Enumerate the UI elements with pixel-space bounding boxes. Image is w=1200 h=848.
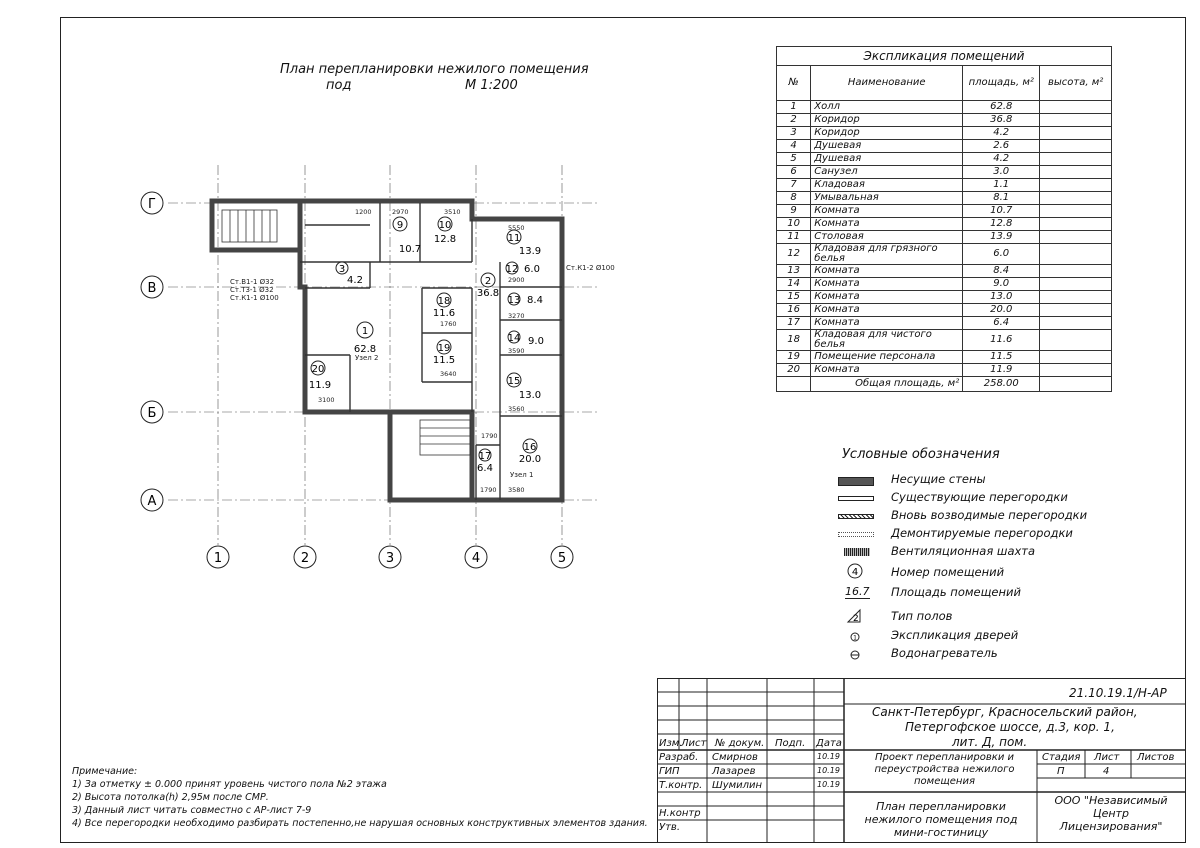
room-area: 10.7 bbox=[398, 244, 422, 255]
node-label: Узел 2 bbox=[355, 354, 379, 362]
room-number: 3 bbox=[777, 127, 811, 140]
room-name: Комната bbox=[811, 317, 963, 330]
room-area: 62.8 bbox=[353, 344, 377, 355]
room-number: 20 bbox=[777, 364, 811, 377]
legend-item: Существующие перегородки bbox=[838, 490, 1138, 508]
legend-item: Вентиляционная шахта bbox=[838, 544, 1138, 562]
col-header: Дата bbox=[816, 738, 842, 749]
dim: 1790 bbox=[480, 486, 497, 494]
room-name: Комната bbox=[811, 218, 963, 231]
room-height bbox=[1040, 317, 1112, 330]
area-symbol: 16.7 bbox=[845, 585, 870, 598]
room-number: 17 bbox=[478, 451, 492, 462]
room-name: Комната bbox=[811, 278, 963, 291]
explication-row bbox=[777, 179, 1112, 192]
svg-text:4: 4 bbox=[851, 567, 859, 578]
room-number-symbol bbox=[838, 563, 872, 579]
room-area: 20.0 bbox=[518, 454, 542, 465]
room-area: 4.2 bbox=[963, 153, 1040, 166]
legend-item: Водонагреватель bbox=[838, 646, 1138, 664]
room-number: 18 bbox=[777, 330, 811, 351]
room-number: 15 bbox=[777, 291, 811, 304]
pipe-label: Ст.К1-1 Ø100 bbox=[230, 294, 279, 302]
room-number: 14 bbox=[507, 333, 521, 344]
room-number: 19 bbox=[437, 343, 451, 354]
room-height bbox=[1040, 304, 1112, 317]
explication-caption: Экспликация помещений bbox=[777, 47, 1112, 66]
demolished-partition-swatch bbox=[838, 532, 874, 537]
room-area: 11.5 bbox=[963, 351, 1040, 364]
room-area: 13.9 bbox=[963, 231, 1040, 244]
svg-text:1: 1 bbox=[853, 634, 857, 642]
plan-scale: М 1:200 bbox=[465, 78, 518, 93]
room-name: Комната bbox=[811, 304, 963, 317]
axis-label: 5 bbox=[557, 551, 567, 566]
room-name: Столовая bbox=[811, 231, 963, 244]
staff-date: 10.19 bbox=[817, 752, 840, 761]
room-height bbox=[1040, 127, 1112, 140]
room-name: Коридор bbox=[811, 127, 963, 140]
staff-name: Шумилин bbox=[712, 780, 763, 791]
explication-row bbox=[777, 114, 1112, 127]
note-item: 3) Данный лист читать совместно с АР-лист 7-9 bbox=[72, 805, 312, 816]
room-area: 8.1 bbox=[963, 192, 1040, 205]
staff-date: 10.19 bbox=[817, 780, 840, 789]
title-block bbox=[657, 678, 1186, 843]
new-partition-swatch bbox=[838, 514, 874, 519]
room-height bbox=[1040, 244, 1112, 265]
room-height bbox=[1040, 140, 1112, 153]
room-name: Коридор bbox=[811, 114, 963, 127]
col-header: Изм. bbox=[659, 738, 683, 749]
floor-type-symbol bbox=[838, 608, 872, 624]
dim: 1790 bbox=[481, 432, 498, 440]
room-height bbox=[1040, 265, 1112, 278]
staff-role: Н.контр bbox=[659, 808, 701, 819]
sheets-header: Листов bbox=[1137, 752, 1175, 763]
axis-label: 1 bbox=[213, 551, 223, 566]
legend-item: Несущие стены bbox=[838, 472, 1138, 490]
room-area: 2.6 bbox=[963, 140, 1040, 153]
svg-text:2: 2 bbox=[853, 614, 859, 624]
dim: 5550 bbox=[508, 224, 525, 232]
sheet-header: Лист bbox=[1094, 752, 1120, 763]
node-label: Узел 1 bbox=[510, 471, 534, 479]
room-number: 3 bbox=[338, 264, 346, 275]
explication-row bbox=[777, 351, 1112, 364]
room-number: 13 bbox=[507, 295, 521, 306]
col-header: Лист bbox=[681, 738, 707, 749]
pipe-label: Ст.Т3-1 Ø32 bbox=[230, 286, 274, 294]
room-height bbox=[1040, 291, 1112, 304]
explication-row bbox=[777, 166, 1112, 179]
explication-row bbox=[777, 291, 1112, 304]
staff-role: Утв. bbox=[659, 822, 680, 833]
legend-item: 16.7 Площадь помещений bbox=[845, 585, 1021, 599]
room-area: 20.0 bbox=[963, 304, 1040, 317]
room-number: 17 bbox=[777, 317, 811, 330]
room-area: 12.8 bbox=[963, 218, 1040, 231]
axis-label: Г bbox=[148, 197, 156, 212]
pipe-label: Ст.К1-2 Ø100 bbox=[566, 264, 615, 272]
room-area: 3.0 bbox=[963, 166, 1040, 179]
room-name: Душевая bbox=[811, 140, 963, 153]
room-area: 13.0 bbox=[518, 390, 542, 401]
room-area: 11.9 bbox=[963, 364, 1040, 377]
room-name: Холл bbox=[811, 101, 963, 114]
drawing-title: План перепланировки нежилого помещения под мини-гостиницу bbox=[864, 800, 1018, 839]
axis-letter-markers bbox=[141, 192, 163, 511]
room-area: 36.8 bbox=[476, 288, 500, 299]
note-item: 1) За отметку ± 0.000 принят уровень чистого пола №2 этажа bbox=[72, 779, 387, 790]
col-header: Наименование bbox=[811, 66, 963, 101]
room-name: Кладовая для грязного белья bbox=[811, 244, 963, 265]
dim: 3270 bbox=[508, 312, 525, 320]
notes-title: Примечание: bbox=[72, 766, 138, 777]
address-line: Петергофское шоссе, д.3, кор. 1, bbox=[905, 720, 1115, 734]
room-number: 11 bbox=[777, 231, 811, 244]
room-number: 10 bbox=[777, 218, 811, 231]
room-area: 6.0 bbox=[524, 264, 540, 275]
staff-role: ГИП bbox=[659, 766, 680, 777]
room-area: 9.0 bbox=[528, 336, 544, 347]
plan-subtitle: под bbox=[326, 78, 352, 93]
axis-number-markers bbox=[207, 546, 573, 568]
explication-row bbox=[777, 153, 1112, 166]
explication-body bbox=[777, 101, 1112, 377]
axis-label: Б bbox=[147, 406, 157, 421]
col-header: № докум. bbox=[715, 738, 765, 749]
door-symbol bbox=[838, 630, 872, 644]
room-area: 11.6 bbox=[963, 330, 1040, 351]
water-heater-icon bbox=[838, 648, 872, 662]
room-area: 4.2 bbox=[347, 275, 363, 286]
total-label: Общая площадь, м² bbox=[811, 377, 963, 392]
room-area: 12.8 bbox=[433, 234, 457, 245]
staff-date: 10.19 bbox=[817, 766, 840, 775]
axis-label: 2 bbox=[300, 551, 310, 566]
address-line: лит. Д, пом. bbox=[952, 735, 1028, 749]
room-area: 13.9 bbox=[518, 246, 542, 257]
legend-title: Условные обозначения bbox=[842, 447, 1000, 462]
room-height bbox=[1040, 364, 1112, 377]
room-name: Душевая bbox=[811, 153, 963, 166]
dim: 3590 bbox=[508, 347, 525, 355]
room-area: 8.4 bbox=[963, 265, 1040, 278]
staff-name: Смирнов bbox=[712, 752, 758, 763]
room-number: 13 bbox=[777, 265, 811, 278]
room-number: 12 bbox=[505, 264, 519, 275]
dim: 3510 bbox=[444, 208, 461, 216]
room-number: 8 bbox=[777, 192, 811, 205]
room-number: 7 bbox=[777, 179, 811, 192]
room-name: Помещение персонала bbox=[811, 351, 963, 364]
total-value: 258.00 bbox=[963, 377, 1040, 392]
room-area: 11.9 bbox=[308, 380, 332, 391]
room-height bbox=[1040, 114, 1112, 127]
room-area: 8.4 bbox=[527, 295, 543, 306]
total-row bbox=[777, 377, 1112, 392]
col-header: высота, м² bbox=[1040, 66, 1112, 101]
room-number: 12 bbox=[777, 244, 811, 265]
room-height bbox=[1040, 101, 1112, 114]
room-height bbox=[1040, 351, 1112, 364]
sheet-value: 4 bbox=[1103, 766, 1110, 777]
room-area: 1.1 bbox=[963, 179, 1040, 192]
room-area: 4.2 bbox=[963, 127, 1040, 140]
col-header: Подп. bbox=[775, 738, 806, 749]
room-number: 16 bbox=[523, 442, 537, 453]
pipe-label: Ст.В1-1 Ø32 bbox=[230, 278, 275, 286]
drawing-code: 21.10.19.1/Н-АР bbox=[1069, 686, 1167, 700]
room-name: Кладовая для чистого белья bbox=[811, 330, 963, 351]
room-number: 11 bbox=[507, 233, 521, 244]
explication-row bbox=[777, 278, 1112, 291]
dim: 1200 bbox=[355, 208, 372, 216]
dim: 3640 bbox=[440, 370, 457, 378]
staff-role: Т.контр. bbox=[659, 780, 703, 791]
explication-row bbox=[777, 101, 1112, 114]
room-height bbox=[1040, 153, 1112, 166]
legend-item: 2 Тип полов bbox=[838, 606, 1138, 628]
room-area: 6.4 bbox=[963, 317, 1040, 330]
explication-row bbox=[777, 265, 1112, 278]
explication-row bbox=[777, 218, 1112, 231]
legend-item: Демонтируемые перегородки bbox=[838, 526, 1138, 544]
col-header: площадь, м² bbox=[963, 66, 1040, 101]
address-line: Санкт-Петербург, Красносельский район, bbox=[872, 705, 1138, 719]
company-name: ООО "Независимый Центр Лицензирования" bbox=[1054, 794, 1168, 833]
note-item: 2) Высота потолка(h) 2,95м после СМР. bbox=[72, 792, 269, 803]
explication-row bbox=[777, 304, 1112, 317]
existing-partition-swatch bbox=[838, 496, 874, 501]
room-area: 6.0 bbox=[963, 244, 1040, 265]
room-area: 6.4 bbox=[477, 463, 493, 474]
explication-row bbox=[777, 192, 1112, 205]
explication-row bbox=[777, 205, 1112, 218]
legend bbox=[838, 472, 1138, 664]
legend-item: Вновь возводимые перегородки bbox=[838, 508, 1138, 526]
load-bearing-wall-swatch bbox=[838, 477, 874, 486]
room-number: 5 bbox=[777, 153, 811, 166]
room-number: 10 bbox=[438, 220, 452, 231]
room-area: 13.0 bbox=[963, 291, 1040, 304]
axis-label: А bbox=[147, 494, 157, 509]
staff-name: Лазарев bbox=[712, 766, 756, 777]
room-area: 10.7 bbox=[963, 205, 1040, 218]
dim: 1760 bbox=[440, 320, 457, 328]
explication-row bbox=[777, 231, 1112, 244]
room-height bbox=[1040, 192, 1112, 205]
ventilation-shaft-swatch bbox=[844, 548, 870, 556]
room-area: 36.8 bbox=[963, 114, 1040, 127]
dim: 3100 bbox=[318, 396, 335, 404]
room-area: 9.0 bbox=[963, 278, 1040, 291]
dim: 3560 bbox=[508, 405, 525, 413]
staff-role: Разраб. bbox=[659, 752, 699, 763]
explication-row bbox=[777, 317, 1112, 330]
axis-label: В bbox=[147, 281, 157, 296]
room-name: Санузел bbox=[811, 166, 963, 179]
legend-item: 1 Экспликация дверей bbox=[838, 628, 1138, 646]
room-name: Умывальная bbox=[811, 192, 963, 205]
room-number: 18 bbox=[437, 296, 451, 307]
room-name: Комната bbox=[811, 265, 963, 278]
room-number: 9 bbox=[777, 205, 811, 218]
stage-value: П bbox=[1057, 766, 1065, 777]
dim: 2970 bbox=[392, 208, 409, 216]
dim: 3580 bbox=[508, 486, 525, 494]
room-height bbox=[1040, 166, 1112, 179]
room-number: 16 bbox=[777, 304, 811, 317]
explication-table bbox=[776, 46, 1112, 392]
room-height bbox=[1040, 231, 1112, 244]
room-number: 19 bbox=[777, 351, 811, 364]
room-height bbox=[1040, 330, 1112, 351]
room-number: 2 bbox=[484, 276, 492, 287]
room-markers bbox=[309, 217, 544, 474]
dim: 2900 bbox=[508, 276, 525, 284]
room-number: 4 bbox=[777, 140, 811, 153]
room-area: 62.8 bbox=[963, 101, 1040, 114]
explication-row bbox=[777, 140, 1112, 153]
stage-header: Стадия bbox=[1042, 752, 1081, 763]
room-number: 15 bbox=[507, 376, 521, 387]
explication-row bbox=[777, 127, 1112, 140]
room-height bbox=[1040, 218, 1112, 231]
col-header: № bbox=[777, 66, 811, 101]
plan-title: План перепланировки нежилого помещения bbox=[280, 62, 589, 77]
room-number: 9 bbox=[396, 220, 404, 231]
room-name: Комната bbox=[811, 364, 963, 377]
room-number: 6 bbox=[777, 166, 811, 179]
room-area: 11.5 bbox=[432, 355, 456, 366]
floor-plan bbox=[0, 0, 640, 600]
axis-label: 3 bbox=[385, 551, 395, 566]
explication-row bbox=[777, 244, 1112, 265]
room-height bbox=[1040, 278, 1112, 291]
room-height bbox=[1040, 179, 1112, 192]
explication-row bbox=[777, 330, 1112, 351]
room-number: 20 bbox=[311, 364, 325, 375]
explication-row bbox=[777, 364, 1112, 377]
room-number: 1 bbox=[361, 326, 369, 337]
room-number: 2 bbox=[777, 114, 811, 127]
room-name: Кладовая bbox=[811, 179, 963, 192]
room-number: 1 bbox=[777, 101, 811, 114]
legend-item: 4 Номер помещений bbox=[838, 562, 1138, 584]
room-name: Комната bbox=[811, 291, 963, 304]
axis-label: 4 bbox=[471, 551, 481, 566]
dimensions bbox=[318, 208, 525, 494]
room-height bbox=[1040, 205, 1112, 218]
room-area: 11.6 bbox=[432, 308, 456, 319]
room-number: 14 bbox=[777, 278, 811, 291]
project-name: Проект перепланировки и переустройства нежилого помещения bbox=[874, 752, 1015, 787]
room-name: Комната bbox=[811, 205, 963, 218]
note-item: 4) Все перегородки необходимо разбирать постепенно,не нарушая основных конструктивных элементов здания. bbox=[72, 818, 648, 829]
